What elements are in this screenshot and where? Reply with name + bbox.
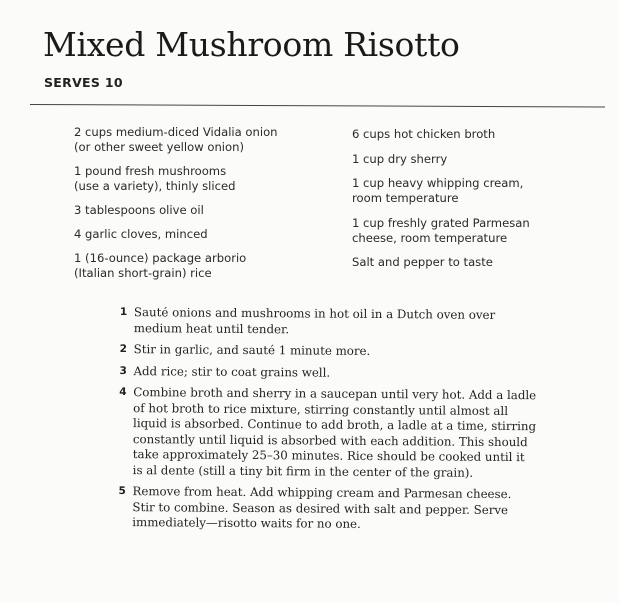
step-number: 4 — [119, 385, 127, 399]
instructions-list — [118, 305, 540, 540]
step-text — [133, 364, 539, 383]
step-line: medium heat until tender. — [133, 320, 290, 336]
step-line: Stir to combine. Season as desired with salt and pepper. Serve — [132, 499, 509, 517]
ingredient-line: 1 cup heavy whipping cream, — [352, 176, 524, 190]
step-number: 2 — [119, 342, 128, 356]
ingredients-left-column — [74, 125, 278, 290]
ingredient-line: cheese, room temperature — [352, 230, 508, 245]
step-number: 5 — [118, 484, 126, 498]
step-line: Sauté onions and mushrooms in hot oil in a Dutch oven over — [133, 305, 496, 322]
ingredient-item — [352, 255, 530, 270]
ingredient-line: Salt and pepper to taste — [352, 255, 493, 269]
step-text — [134, 305, 540, 339]
ingredient-line: (Italian short-grain) rice — [74, 266, 212, 280]
ingredient-line: 4 garlic cloves, minced — [74, 227, 208, 241]
ingredient-line: 1 pound fresh mushrooms — [74, 164, 227, 178]
ingredient-item — [74, 164, 278, 194]
instruction-step — [119, 385, 540, 481]
ingredient-line: (use a variety), thinly sliced — [74, 179, 236, 193]
ingredient-line: room temperature — [352, 191, 459, 205]
step-line: Stir in garlic, and sauté 1 minute more. — [133, 342, 371, 358]
ingredient-item — [74, 125, 278, 155]
step-number: 3 — [119, 364, 127, 377]
step-text — [134, 342, 540, 361]
step-line: liquid is absorbed. Continue to add broth, a ladle at a time, stirring — [133, 416, 537, 434]
ingredient-line: (or other sweet yellow onion) — [74, 140, 244, 154]
step-line: immediately—risotto waits for no one. — [132, 515, 361, 531]
instruction-step — [120, 342, 540, 361]
ingredient-line: 1 cup dry sherry — [352, 151, 448, 166]
step-line: take approximately 25–30 minutes. Rice should be cooked until it — [132, 447, 525, 465]
ingredient-item — [74, 203, 278, 218]
step-line: Add rice; stir to coat grains well. — [133, 363, 331, 380]
ingredients-right-column — [352, 127, 530, 280]
recipe-title: Mixed Mushroom Risotto — [43, 25, 460, 64]
ingredient-item — [352, 152, 530, 167]
step-line: of hot broth to rice mixture, stirring constantly until almost all — [133, 400, 509, 418]
ingredient-line: 1 (16-ounce) package arborio — [74, 251, 247, 265]
step-line: constantly until liquid is absorbed with each addition. This should — [132, 431, 528, 449]
ingredient-item — [352, 127, 530, 142]
ingredient-item — [352, 176, 530, 206]
step-number: 1 — [119, 305, 128, 319]
ingredient-line: 2 cups medium-diced Vidalia onion — [74, 125, 278, 139]
ingredient-line: 1 cup freshly grated Parmesan — [352, 215, 530, 230]
step-text — [133, 385, 540, 481]
step-text — [132, 484, 538, 534]
instruction-step — [120, 305, 540, 339]
ingredient-item — [74, 251, 278, 281]
step-line: is al dente (still a tiny bit firm in the center of the grain). — [132, 462, 474, 480]
step-line: Combine broth and sherry in a saucepan until very hot. Add a ladle — [133, 385, 537, 403]
divider-rule — [30, 104, 605, 108]
instruction-step — [119, 363, 539, 382]
instruction-step — [118, 484, 538, 534]
ingredient-item — [74, 227, 278, 242]
ingredient-line: 3 tablespoons olive oil — [74, 203, 204, 217]
ingredient-item — [352, 216, 530, 246]
serves-label: SERVES 10 — [44, 75, 123, 90]
step-line: Remove from heat. Add whipping cream and Parmesan cheese. — [132, 484, 512, 502]
ingredient-line: 6 cups hot chicken broth — [352, 127, 496, 141]
